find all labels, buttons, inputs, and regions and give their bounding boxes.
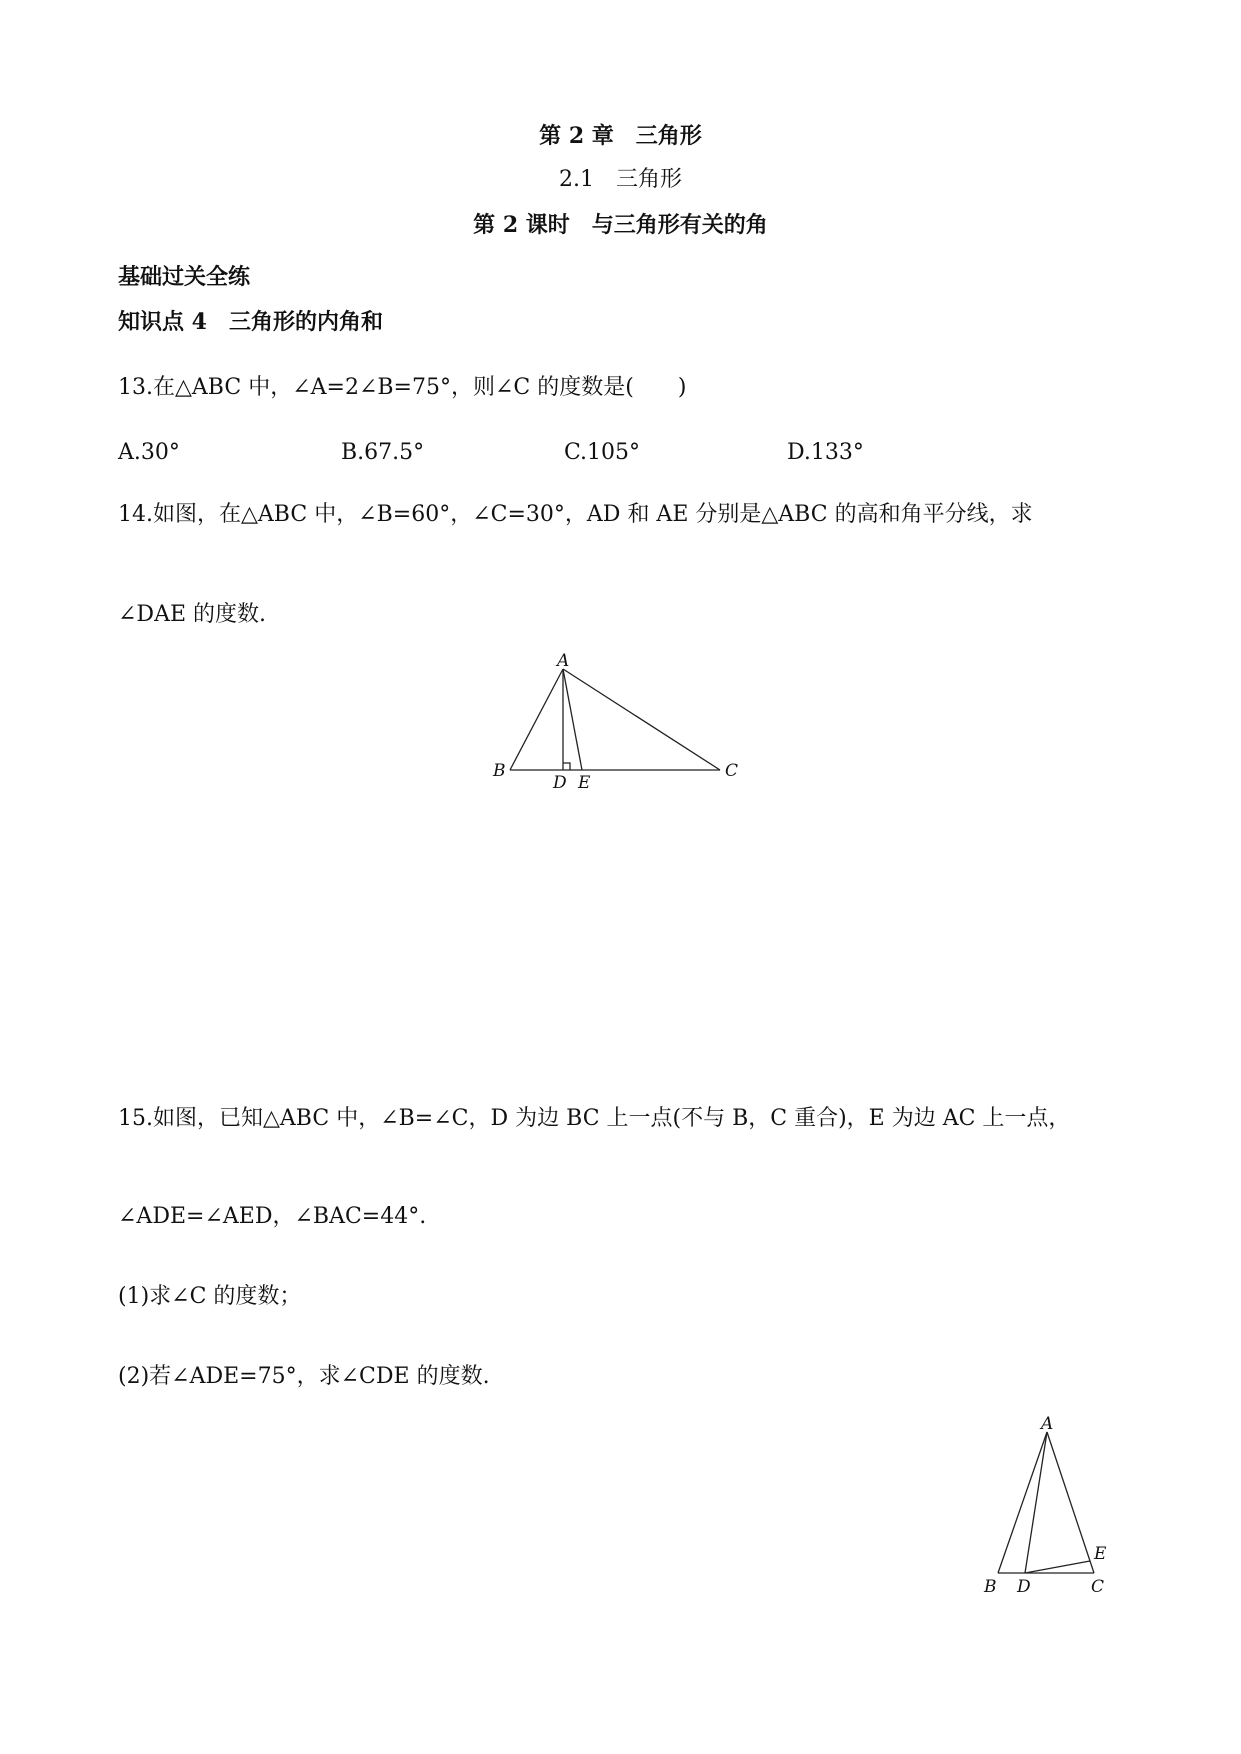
q15-label-a: A: [1041, 1415, 1054, 1434]
q14-label-b: B: [493, 761, 506, 781]
q14-label-c: C: [725, 761, 739, 781]
q14-side-ac: [563, 669, 720, 770]
q15-side-ab: [998, 1432, 1047, 1573]
q15-segment-de: [1025, 1561, 1090, 1573]
knowledge-point-heading: 知识点 4 三角形的内角和: [118, 309, 383, 335]
q13-option-a: A.30°: [118, 440, 180, 465]
lesson-title: 第 2 课时 与三角形有关的角: [473, 212, 768, 238]
practice-heading: 基础过关全练: [118, 264, 251, 290]
q15-part2: (2)若∠ADE=75°，求∠CDE 的度数.: [118, 1364, 490, 1389]
q13-option-d: D.133°: [787, 440, 864, 465]
q15-label-b: B: [984, 1577, 997, 1597]
q15-label-e: E: [1094, 1544, 1107, 1564]
q15-stem-line1: 15.如图，已知△ABC 中，∠B=∠C，D 为边 BC 上一点(不与 B，C 重合)，E 为边 AC 上一点，: [118, 1106, 1071, 1131]
q15-segment-ad: [1025, 1432, 1047, 1573]
chapter-title: 第 2 章 三角形: [539, 123, 702, 149]
section-title: 2.1 三角形: [559, 167, 682, 192]
q14-bisector-ae: [563, 669, 582, 770]
q14-right-angle-mark: [563, 763, 570, 770]
q15-side-ac: [1047, 1432, 1094, 1573]
q13-option-b: B.67.5°: [341, 440, 425, 465]
q14-triangle-figure: [480, 650, 750, 800]
q14-label-d: D: [553, 773, 567, 793]
q13-option-c: C.105°: [564, 440, 641, 465]
q15-part1: (1)求∠C 的度数；: [118, 1284, 302, 1309]
q14-label-a: A: [557, 651, 570, 671]
q14-stem-line2: ∠DAE 的度数.: [118, 602, 267, 627]
q14-stem-line1: 14.如图，在△ABC 中，∠B=60°，∠C=30°，AD 和 AE 分别是△ABC 的高和角平分线，求: [118, 502, 1033, 527]
q14-side-ab: [510, 669, 563, 770]
q15-stem-line2: ∠ADE=∠AED，∠BAC=44°.: [118, 1204, 427, 1229]
q13-stem: 13.在△ABC 中，∠A=2∠B=75°，则∠C 的度数是( ): [118, 375, 687, 400]
q14-label-e: E: [578, 773, 591, 793]
q15-label-d: D: [1017, 1577, 1031, 1597]
q15-label-c: C: [1091, 1577, 1105, 1597]
q15-triangle-figure: [980, 1415, 1150, 1600]
